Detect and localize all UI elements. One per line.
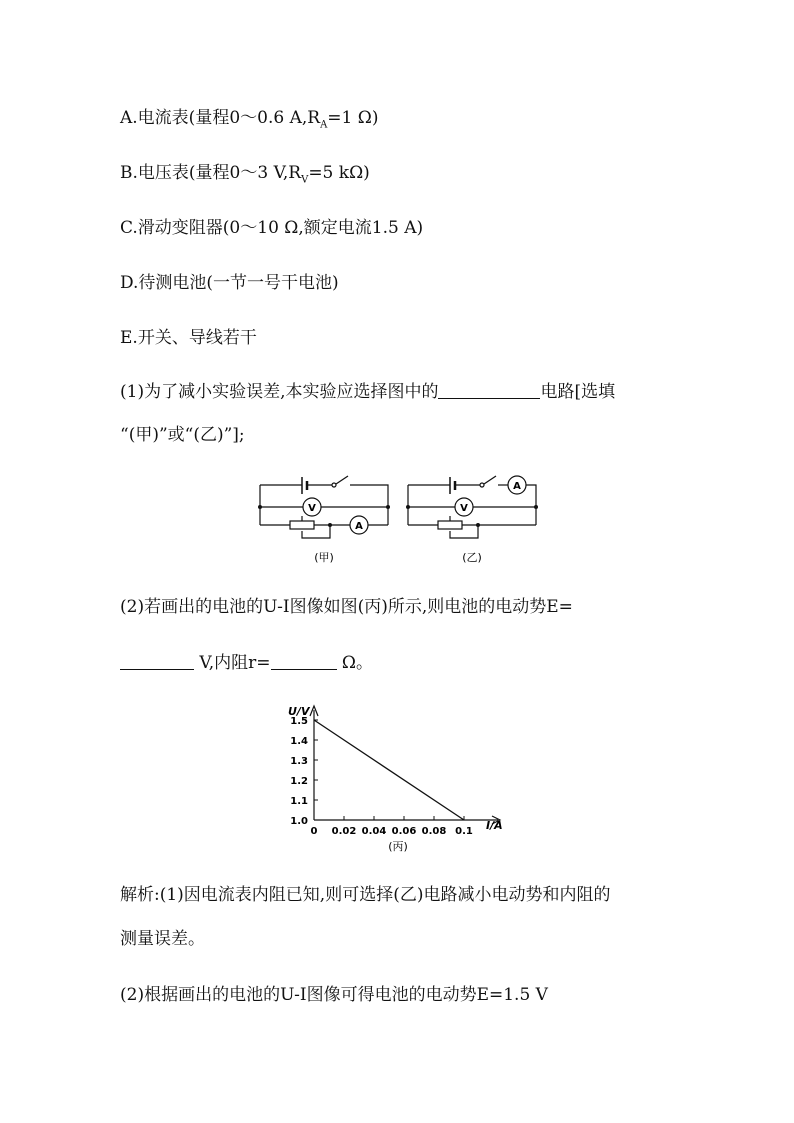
y-tick-label: 1.5 xyxy=(290,716,308,727)
x-axis-label: I/A xyxy=(486,819,503,832)
x-tick-label: 0.02 xyxy=(331,826,357,837)
x-tick-label: 0.1 xyxy=(455,826,473,837)
ammeter-label: A xyxy=(513,481,521,492)
question-2-line-2: V,内阻r= Ω。 xyxy=(120,651,373,674)
answer-blank-resistance[interactable] xyxy=(271,651,337,670)
ammeter-label: A xyxy=(355,521,363,532)
ui-chart xyxy=(280,700,520,858)
answer-blank-circuit[interactable] xyxy=(438,380,540,399)
x-tick-label: 0.04 xyxy=(361,826,387,837)
y-tick-label: 1.2 xyxy=(290,776,308,787)
question-2-line-1: (2)若画出的电池的U-I图像如图(丙)所示,则电池的电动势E= xyxy=(120,597,573,617)
answer-blank-emf[interactable] xyxy=(120,651,194,670)
option-d: D.待测电池(一节一号干电池) xyxy=(120,273,339,293)
x-tick-label: 0.06 xyxy=(391,826,417,837)
solution-line-1: 解析:(1)因电流表内阻已知,则可选择(乙)电路减小电动势和内阻的 xyxy=(120,885,611,905)
circuit-diagrams xyxy=(250,468,550,568)
chart-axes xyxy=(310,706,500,824)
voltmeter-label: V xyxy=(308,503,316,514)
chart-caption: (丙) xyxy=(388,840,408,853)
question-1-line-1: (1)为了减小实验误差,本实验应选择图中的 电路[选填 xyxy=(120,382,616,402)
series-line xyxy=(314,720,464,820)
x-tick-label: 0 xyxy=(310,826,318,837)
solution-line-3: (2)根据画出的电池的U-I图像可得电池的电动势E=1.5 V xyxy=(120,985,548,1005)
y-tick-label: 1.1 xyxy=(290,796,308,807)
y-tick-label: 1.4 xyxy=(290,736,308,747)
x-tick-label: 0.08 xyxy=(421,826,447,837)
option-e: E.开关、导线若干 xyxy=(120,328,257,348)
caption-jia: (甲) xyxy=(314,551,334,564)
voltmeter-label: V xyxy=(460,503,468,514)
y-tick-label: 1.3 xyxy=(290,756,308,767)
option-b: B.电压表(量程0～3 $V,R_V=5$ kΩ) xyxy=(120,163,370,186)
solution-line-2: 测量误差。 xyxy=(120,929,205,949)
y-tick-label: 1.0 xyxy=(290,816,308,827)
y-axis-label: U/V xyxy=(288,705,310,718)
question-1-line-2: “(甲)”或“(乙)”]; xyxy=(120,425,245,445)
caption-yi: (乙) xyxy=(462,551,482,564)
option-a: A.电流表(量程0～0.6 $A,R_A=1$ Ω) xyxy=(120,108,379,131)
circuit-jia xyxy=(260,476,388,538)
option-c: C.滑动变阻器(0～10 Ω,额定电流1.5 A) xyxy=(120,218,424,238)
